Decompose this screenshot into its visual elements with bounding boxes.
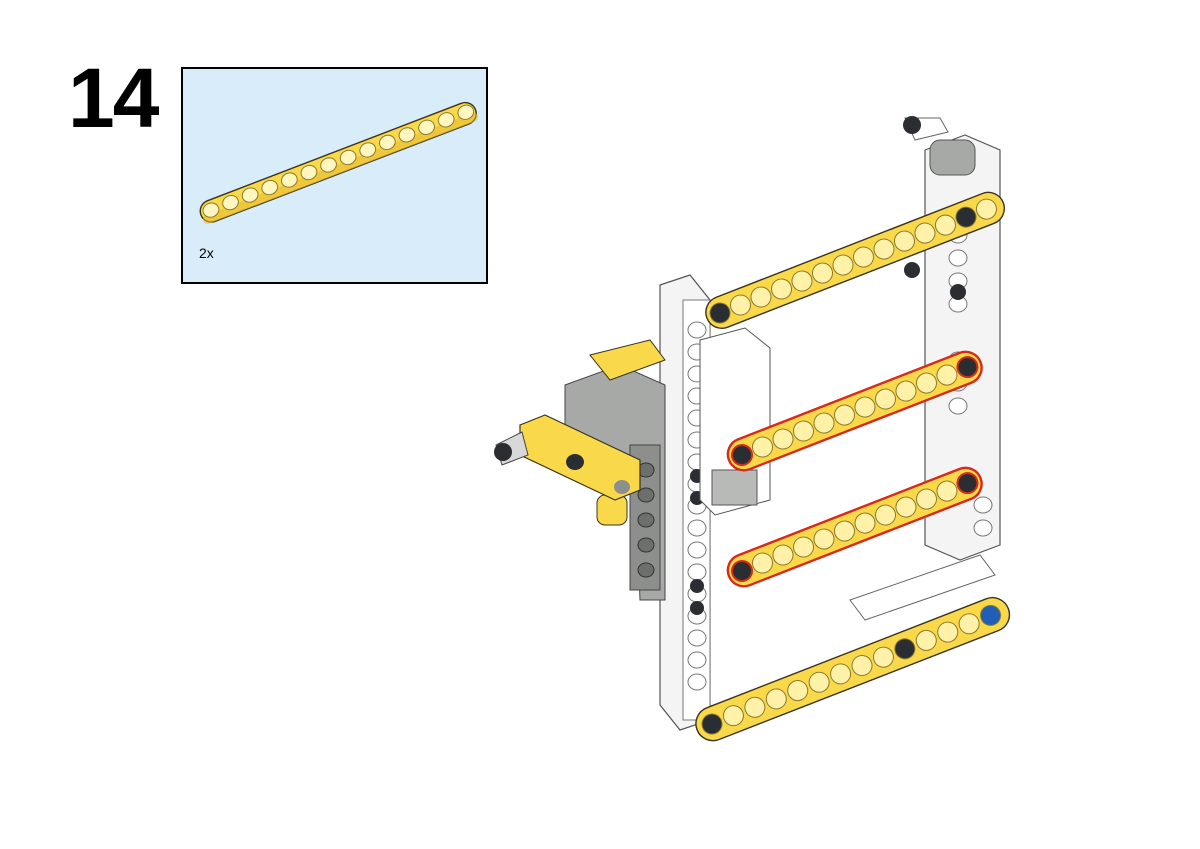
bottom-beam — [691, 593, 1015, 746]
step-number: 14 — [68, 51, 158, 145]
part-quantity: 2x — [199, 245, 214, 261]
